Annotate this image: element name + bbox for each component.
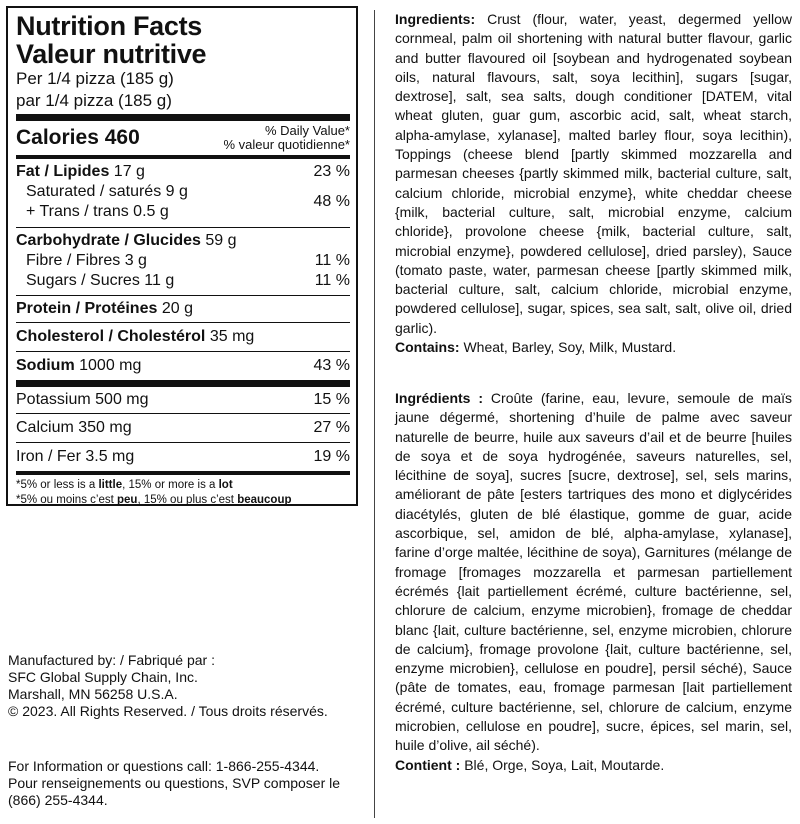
footnote-fr <box>16 493 350 508</box>
fibre-pct: 11 % <box>314 252 350 269</box>
ingredients-en <box>395 10 792 357</box>
divider-thick <box>16 114 350 121</box>
calcium-amount: 350 mg <box>78 419 132 436</box>
contact-line: (866) 255-4344. <box>8 792 108 808</box>
fibre-amount: 3 g <box>124 252 147 269</box>
sat-trans-pct: 48 % <box>313 193 350 210</box>
footnote-text: , 15% or more is a <box>122 479 219 491</box>
contact-line: Pour renseignements ou questions, SVP composer le <box>8 775 341 791</box>
contact-line: For Information or questions call: 1-866-255-4344. <box>8 758 320 774</box>
iron-label: Iron / Fer <box>16 448 81 465</box>
protein-amount: 20 g <box>161 300 193 317</box>
protein-label: Protein / Protéines <box>16 300 158 317</box>
ingredients-fr-label: Ingrédients : <box>395 390 484 406</box>
sugars-label: Sugars / Sucres <box>26 272 140 289</box>
copyright-line: © 2023. All Rights Reserved. / Tous droits réservés. <box>8 703 328 719</box>
carb-group <box>16 228 350 291</box>
ingredients-en-list: Crust (flour, water, yeast, degermed yellow cornmeal, palm oil shortening with natural butter flavour, garlic and butter flavoured oil [soybean and hydrogenated soybean oils, natural flavours, salt, soya lecithin], sugars [sugar, dextrose], salt, sea salts, dough conditioner [DATEM, vital wheat gluten, guar gum, ascorbic acid, salt, wheat starch, alpha-amylase, xylanase], malted barley flour, soya lecithin), Toppings (cheese blend [partly skimmed mozzarella and parmesan cheeses {partly skimmed milk, bacterial culture, salt, calcium chloride, microbial enzyme}, white cheddar cheese {milk, bacterial culture, salt, microbial enzyme, calcium chloride}, provolone cheese {milk, bacterial culture, salt, microbial enzyme}, powdered cellulose], dried parsley), Sauce (tomato paste, water, parmesan cheese [partly skimmed milk, bacterial culture, salt, calcium chloride, microbial enzyme, powdered cellulose], sugar, spices, sea salt, salt, olive oil, dried garlic). <box>395 11 793 336</box>
contains-fr-list: Blé, Orge, Soya, Lait, Moutarde. <box>464 756 665 773</box>
footnote-en <box>16 478 350 493</box>
title-en: Nutrition Facts <box>16 11 203 41</box>
saturated-amount: 9 g <box>165 183 188 200</box>
sugars-row <box>16 271 350 291</box>
saturated-label: Saturated / saturés <box>26 183 162 200</box>
nutrition-facts-panel <box>6 6 358 506</box>
divider-thick <box>16 380 350 387</box>
potassium-pct: 15 % <box>313 391 350 408</box>
ingredients-fr <box>395 389 792 775</box>
sodium-amount: 1000 mg <box>79 357 142 374</box>
contains-en <box>395 338 792 357</box>
iron-amount: 3.5 mg <box>85 448 135 465</box>
manufacturer-line: Marshall, MN 56258 U.S.A. <box>8 686 178 702</box>
manufacturer-line: Manufactured by: / Fabriqué par : <box>8 652 215 668</box>
fat-amount: 17 g <box>113 163 145 180</box>
calories-label: Calories 460 <box>16 126 140 149</box>
calcium-row <box>16 414 350 442</box>
contains-fr-label: Contient : <box>395 756 461 773</box>
fat-pct: 23 % <box>313 163 350 180</box>
footnote-emphasis: beaucoup <box>237 494 292 506</box>
potassium-row <box>16 387 350 413</box>
dv-header-en: % Daily Value* <box>264 123 350 138</box>
manufacturer-info <box>8 652 328 720</box>
ingredients-fr-list: Croûte (farine, eau, levure, semoule de maïs jaune dégermé, shortening d’huile de palme avec saveur naturelle de beurre, huile aux saveurs d’ail et de beurre [huiles de soya et de soya hydrogénée, saveurs naturelles, sel, lécithine de soya], sucres [sucre, dextrose], sel, sels marins, améliorant de pâte [esters tartriques des mono et diglycérides diacétylés, gluten de blé élastique, gomme de guar, acide ascorbique, sel, amidon de blé, alpha-amylase, xylanase], farine d’orge maltée, lécithine de soya), Garnitures (mélange de fromage [fromages mozzarella et parmesan partiellement écrémés {lait partiellement écrémé, culture bactérienne, sel, chlorure de calcium, enzyme microbien}, fromage de cheddar blanc {lait, culture bactérienne, sel, enzyme microbien, chlorure de calcium}, fromage provolone {lait, culture bactérienne, sel, enzyme microbien}, cellulose en poudre], persil séché), Sauce (pâte de tomates, eau, fromage parmesan [lait partiellement écrémé, culture bactérienne, sel, chlorure de calcium, enzyme microbien, cellulose en poudre], sucre, épices, sel marin, sel, huile d’olive, ail séché). <box>395 390 792 754</box>
ingredients-fr-text <box>395 389 792 756</box>
serving-size-en: Per 1/4 pizza (185 g) <box>16 69 174 88</box>
sat-trans-group <box>16 182 350 222</box>
sugars-pct: 11 % <box>314 272 350 289</box>
carb-label: Carbohydrate / Glucides <box>16 232 201 249</box>
sodium-label: Sodium <box>16 357 75 374</box>
carb-amount: 59 g <box>205 232 237 249</box>
dv-header-fr: % valeur quotidienne* <box>223 137 350 152</box>
contains-en-list: Wheat, Barley, Soy, Milk, Mustard. <box>463 339 677 356</box>
contains-fr <box>395 756 792 775</box>
footnote-emphasis: lot <box>218 479 233 491</box>
ingredients-en-label: Ingredients: <box>395 11 476 27</box>
trans-label: + Trans / trans <box>26 203 129 220</box>
cholesterol-row <box>16 323 350 351</box>
fibre-row <box>16 251 350 271</box>
footnote-text: *5% or less is a <box>16 479 99 491</box>
sodium-row <box>16 352 350 380</box>
contains-en-label: Contains: <box>395 339 460 356</box>
column-divider <box>374 10 375 818</box>
footnote-emphasis: little <box>98 479 123 491</box>
footnote-text: *5% ou moins c’est <box>16 494 117 506</box>
fat-row <box>16 162 350 182</box>
cholesterol-label: Cholesterol / Cholestérol <box>16 328 206 345</box>
footnote-emphasis: peu <box>117 494 138 506</box>
serving-size-fr: par 1/4 pizza (185 g) <box>16 91 172 110</box>
iron-pct: 19 % <box>313 448 350 465</box>
sodium-pct: 43 % <box>313 357 350 374</box>
footnote-text: , 15% ou plus c’est <box>137 494 238 506</box>
potassium-amount: 500 mg <box>95 391 149 408</box>
contact-info <box>8 758 340 809</box>
fat-label: Fat / Lipides <box>16 163 110 180</box>
protein-row <box>16 296 350 322</box>
cholesterol-amount: 35 mg <box>209 328 255 345</box>
manufacturer-line: SFC Global Supply Chain, Inc. <box>8 669 198 685</box>
fat-group <box>16 159 350 222</box>
fibre-label: Fibre / Fibres <box>26 252 121 269</box>
potassium-label: Potassium <box>16 391 91 408</box>
title-fr: Valeur nutritive <box>16 39 207 69</box>
trans-amount: 0.5 g <box>133 203 169 220</box>
sugars-amount: 11 g <box>144 272 175 289</box>
calories-row <box>16 121 350 155</box>
iron-row <box>16 443 350 471</box>
footnote <box>16 475 350 508</box>
daily-value-header <box>224 124 350 152</box>
ingredients-en-text <box>395 10 792 338</box>
calcium-pct: 27 % <box>313 419 350 436</box>
calcium-label: Calcium <box>16 419 74 436</box>
